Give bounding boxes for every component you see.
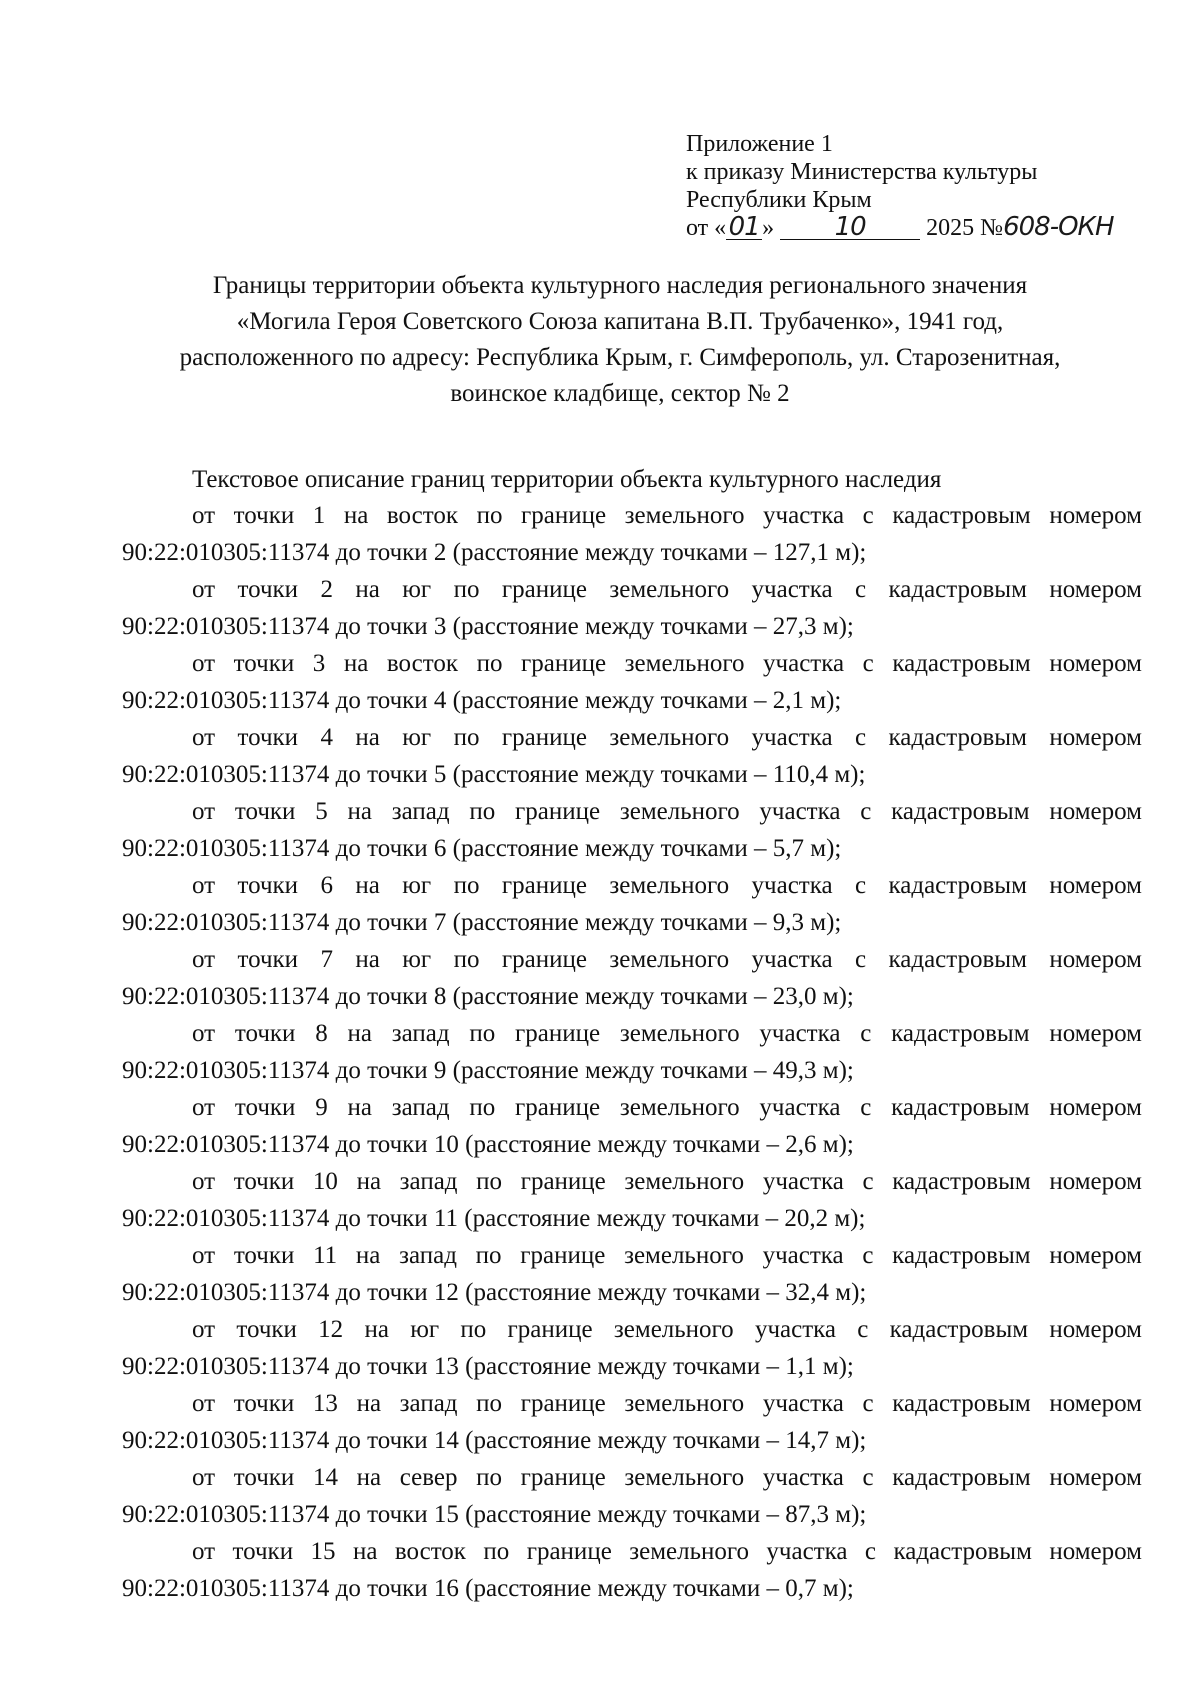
boundary-entry xyxy=(122,497,1142,571)
order-number: 608-ОКН xyxy=(1003,212,1114,242)
boundary-entry-distance: 90:22:010305:11374 до точки 14 (расстояние между точками – 14,7 м); xyxy=(122,1427,867,1454)
boundary-entry xyxy=(122,1237,1142,1311)
boundary-entry xyxy=(122,867,1142,941)
boundary-entry-distance: 90:22:010305:11374 до точки 12 (расстояние между точками – 32,4 м); xyxy=(122,1279,867,1306)
boundary-entry xyxy=(122,1459,1142,1533)
boundary-entry-direction: от точки 1 на восток по границе земельного участка с кадастровым номером xyxy=(192,502,1142,529)
title-line-3: расположенного по адресу: Республика Крым, г. Симферополь, ул. Старозенитная, xyxy=(179,344,1061,371)
boundary-entry-direction: от точки 7 на юг по границе земельного участка с кадастровым номером xyxy=(192,946,1142,973)
boundary-entry-direction: от точки 12 на юг по границе земельного участка с кадастровым номером xyxy=(192,1316,1142,1343)
boundary-entry-direction: от точки 13 на запад по границе земельного участка с кадастровым номером xyxy=(192,1390,1142,1417)
boundary-entry xyxy=(122,645,1142,719)
document-title xyxy=(110,268,1130,412)
boundary-entry-distance: 90:22:010305:11374 до точки 9 (расстояние между точками – 49,3 м); xyxy=(122,1057,854,1084)
date-month: 10 xyxy=(780,215,920,240)
date-day: 01 xyxy=(726,215,762,240)
title-line-2: «Могила Героя Советского Союза капитана В.П. Трубаченко», 1941 год, xyxy=(236,308,1004,335)
title-line-1: Границы территории объекта культурного наследия регионального значения xyxy=(212,272,1028,299)
boundary-entry-direction: от точки 15 на восток по границе земельного участка с кадастровым номером xyxy=(192,1538,1142,1565)
boundary-entry-distance: 90:22:010305:11374 до точки 6 (расстояние между точками – 5,7 м); xyxy=(122,835,842,862)
boundary-entry-direction: от точки 2 на юг по границе земельного участка с кадастровым номером xyxy=(192,576,1142,603)
date-year: 2025 № xyxy=(926,215,1004,241)
boundary-entry xyxy=(122,1385,1142,1459)
appendix-ministry-region: Республики Крым xyxy=(686,187,872,213)
boundary-entry xyxy=(122,571,1142,645)
boundary-entry-distance: 90:22:010305:11374 до точки 8 (расстояние между точками – 23,0 м); xyxy=(122,983,854,1010)
boundary-entry-direction: от точки 10 на запад по границе земельного участка с кадастровым номером xyxy=(192,1168,1142,1195)
boundary-entry-distance: 90:22:010305:11374 до точки 4 (расстояние между точками – 2,1 м); xyxy=(122,687,842,714)
boundary-entry-direction: от точки 6 на юг по границе земельного участка с кадастровым номером xyxy=(192,872,1142,899)
date-prefix: от « xyxy=(686,215,727,241)
boundary-entry-distance: 90:22:010305:11374 до точки 16 (расстояние между точками – 0,7 м); xyxy=(122,1575,854,1602)
boundary-entry xyxy=(122,793,1142,867)
boundary-entry-distance: 90:22:010305:11374 до точки 2 (расстояние между точками – 127,1 м); xyxy=(122,539,867,566)
boundary-entry-distance: 90:22:010305:11374 до точки 11 (расстояние между точками – 20,2 м); xyxy=(122,1205,866,1232)
boundary-entry xyxy=(122,941,1142,1015)
boundary-entry xyxy=(122,1533,1142,1607)
boundary-entry-distance: 90:22:010305:11374 до точки 7 (расстояние между точками – 9,3 м); xyxy=(122,909,842,936)
boundary-entry xyxy=(122,719,1142,793)
appendix-date-line xyxy=(686,214,1166,242)
boundary-entry-distance: 90:22:010305:11374 до точки 15 (расстояние между точками – 87,3 м); xyxy=(122,1501,867,1528)
description-heading: Текстовое описание границ территории объекта культурного наследия xyxy=(192,466,942,493)
boundary-entry-direction: от точки 9 на запад по границе земельного участка с кадастровым номером xyxy=(192,1094,1142,1121)
boundary-entry xyxy=(122,1089,1142,1163)
boundary-entry-distance: 90:22:010305:11374 до точки 10 (расстояние между точками – 2,6 м); xyxy=(122,1131,854,1158)
appendix-order-ref: к приказу Министерства культуры xyxy=(686,159,1038,185)
boundary-entry-distance: 90:22:010305:11374 до точки 3 (расстояние между точками – 27,3 м); xyxy=(122,613,854,640)
title-line-4: воинское кладбище, сектор № 2 xyxy=(450,380,790,407)
boundary-entry xyxy=(122,1163,1142,1237)
boundary-entry xyxy=(122,1015,1142,1089)
boundary-entry-direction: от точки 4 на юг по границе земельного участка с кадастровым номером xyxy=(192,724,1142,751)
boundary-description xyxy=(122,497,1142,1607)
boundary-entry xyxy=(122,1311,1142,1385)
boundary-entry-distance: 90:22:010305:11374 до точки 13 (расстояние между точками – 1,1 м); xyxy=(122,1353,854,1380)
boundary-entry-direction: от точки 3 на восток по границе земельного участка с кадастровым номером xyxy=(192,650,1142,677)
boundary-entry-direction: от точки 11 на запад по границе земельного участка с кадастровым номером xyxy=(192,1242,1142,1269)
boundary-entry-direction: от точки 5 на запад по границе земельного участка с кадастровым номером xyxy=(192,798,1142,825)
date-mid: » xyxy=(762,215,775,241)
appendix-header xyxy=(686,130,1166,242)
boundary-entry-distance: 90:22:010305:11374 до точки 5 (расстояние между точками – 110,4 м); xyxy=(122,761,866,788)
boundary-entry-direction: от точки 8 на запад по границе земельного участка с кадастровым номером xyxy=(192,1020,1142,1047)
boundary-entry-direction: от точки 14 на север по границе земельного участка с кадастровым номером xyxy=(192,1464,1142,1491)
appendix-label: Приложение 1 xyxy=(686,131,833,157)
